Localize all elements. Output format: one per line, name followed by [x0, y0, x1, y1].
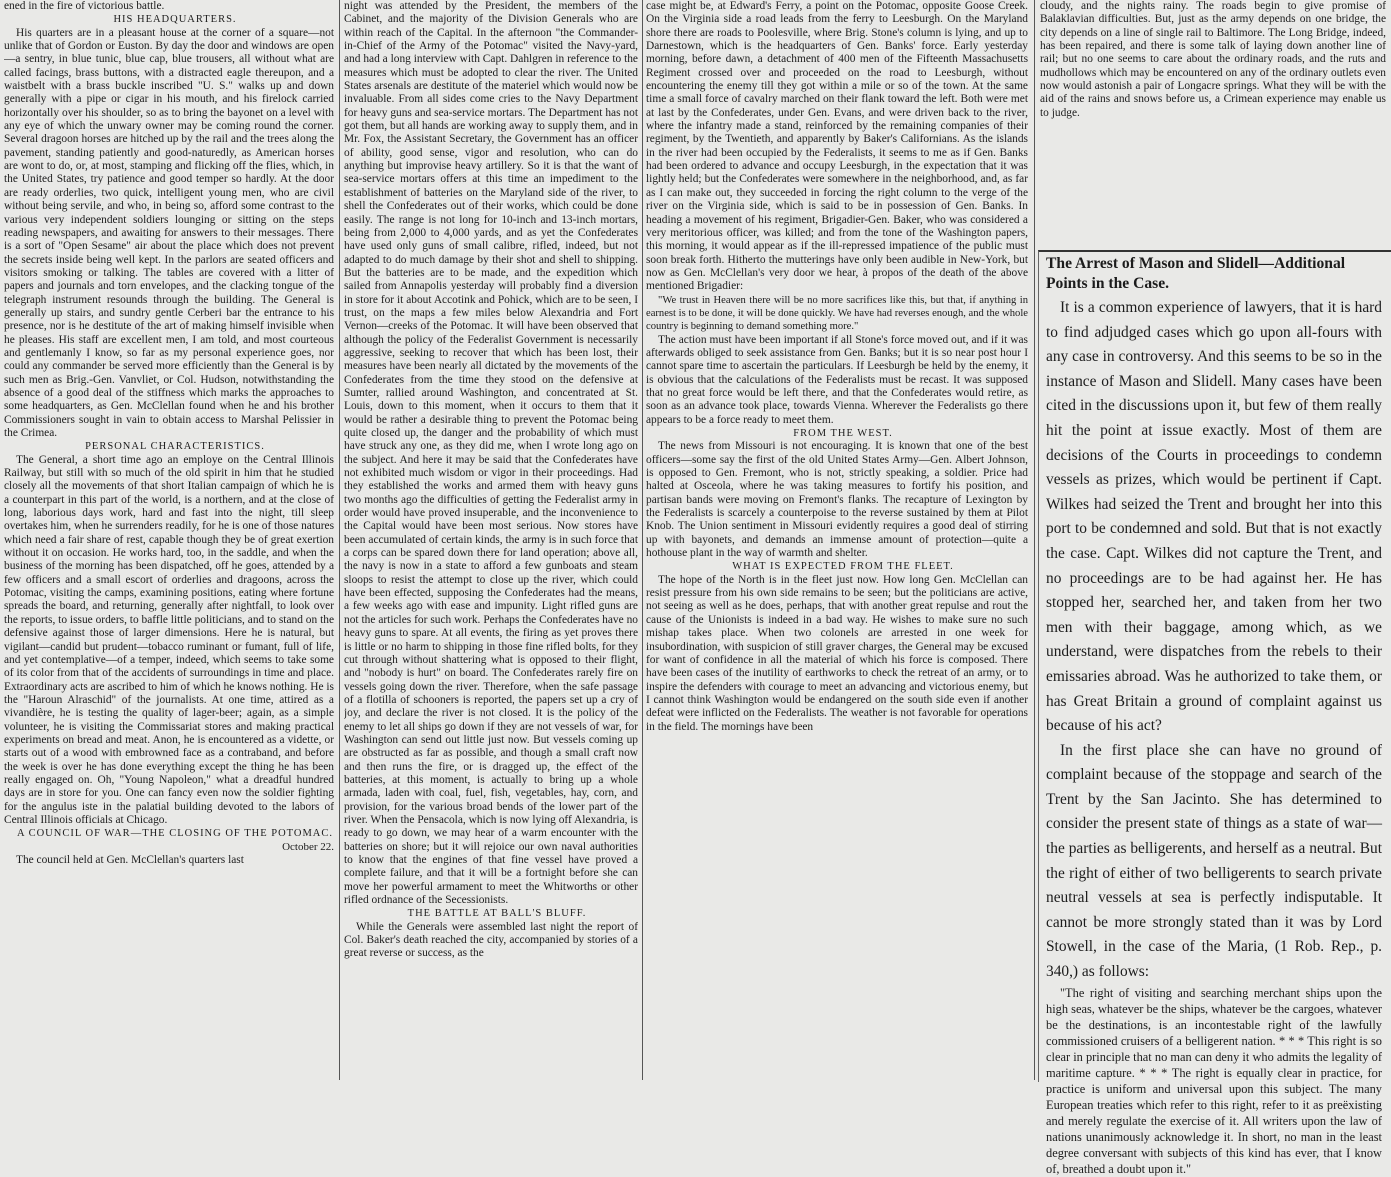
section-heading: PERSONAL CHARACTERISTICS. — [85, 441, 265, 453]
paragraph: His quarters are in a pleasant house at the corner of a square—not unlike that of Gordon or Euston. By day the door and windows are open—a sentry, in blue tunic, blue cap, blue trousers, all without what are called facings, brass buttons, with a distracted eagle thereupon, and a waistbelt with a brass buckle inscribed "U. S." walks up and down generally with a pipe or cigar in his mouth, and his firelock carried horizontally over his shoulder, so as to bring the bayonet on a level with any eye of which the unwary owner may be coming round the corner. Several dragoon horses are hitched up by the rail and the trees along the pavement, standing patiently and good-naturedly, as American horses are wont to do, or, at most, stamping and flicking off the flies, which, in the United States, try patience and good temper so hardly. At the door are ready orderlies, two quick, intelligent young men, who are civil without being servile, and who, in being so, afford some contrast to the various very independent soldiers lounging or sitting on the steps reading newspapers, and awaiting for answers to their messages. There is a sort of "Open Sesame" air about the place which does not prevent the secrets inside being well kept. In the parlors are seated officers and visitors smoking or talking. The tables are covered with a litter of papers and journals and torn envelopes, and the clacking tongue of the telegraph instrument resounds through the building. The General is generally up stairs, and sundry gentle Cerberi bar the entrance to his presence, nor is he destitute of the art of making himself invisible when he pleases. His staff are excellent men, I am told, and most courteous and gentlemanly I know, so far as my personal experience goes, nor could any commander be served more efficiently than the General is by such men as Brig.-Gen. Vanvliet, or Col. Hudson, notwithstanding the absence of a good deal of the stiffness which marks the approaches to some headquarters, as Gen. McClellan found when he and his brother Commissioners sought in vain to obtain access to Marshal Pelissier in the Crimea. — [4, 26, 334, 439]
section-heading: A COUNCIL OF WAR—THE CLOSING OF THE POTOMAC. — [16, 828, 334, 840]
paragraph: ened in the fire of victorious battle. — [4, 0, 165, 12]
section-heading: THE BATTLE AT BALL'S BLUFF. — [407, 908, 587, 920]
paragraph: night was attended by the President, the members of the Cabinet, and the majority of the Division Generals who are within reach of the Capital. In the afternoon "the Commander-in-Chief of the Army of the Potomac" visited the Navy-yard, and had a long interview with Capt. Dahlgren in reference to the measures which must be adopted to clear the river. The United States arsenals are destitute of the materiel which would now be invaluable. From all sides come cries to the Navy Department for heavy guns and sea-service mortars. The Department has not got them, but all hands are working away to supply them, and in Mr. Fox, the Assistant Secretary, the Government has an officer of ability, good sense, vigor and resolution, who can do anything but improvise heavy artillery. So it is that the want of sea-service mortars offers at this time an impediment to the establishment of batteries on the Maryland side of the river, to shell the Confederates out of their works, which could be done easily. The range is not long for 10-inch and 13-inch mortars, being from 2,000 to 4,000 yards, and as yet the Confederates have used only guns of small calibre, rifled, indeed, but not adapted to do much damage by their shot and shell to shipping. But the batteries are to be made, and the expedition which sailed from Annapolis yesterday will probably find a diversion in store for it about Accotink and Pohick, which are to be seen, I trust, on the maps a few miles below Alexandria and Fort Vernon—creeks of the Potomac. It will have been observed that although the policy of the Federalist Government is necessarily aggressive, seeking to recover that which has been lost, their measures have been nearly all dictated by the movements of the Confederates from the time they stood on the defensive at Sumter, rallied around Washington, and concentrated at St. Louis, down to this moment, when it occurs to them that it would be rather a desirable thing to prevent the Potomac being quite closed up, the danger and the probability of which must have struck any one, as they did me, when I wrote long ago on the subject. And here it may be said that the Confederates have not exhibited much wisdom or vigor in their proceedings. Had they established the works and armed them with heavy guns two months ago the difficulties of getting the Federalist army in order would have proved insuperable, and the inconvenience to the Capital would have been most serious. Now stores have been accumulated of certain kinds, the army is in such force that a corps can be spared down there for land operation; above all, the navy is now in a state to afford a few gunboats and steam sloops to resist the attempt to close up the river, which could have been effected, supposing the Confederates had the means, a few weeks ago with ease and impunity. Light rifled guns are not the articles for such work. Perhaps the Confederates have no heavy guns to spare. At all events, the firing as yet proves there is little or no harm to shipping in those fine rifled bolts, for they cut through without shattering what is opposed to their flight, and "nobody is hurt" on board. The Confederates rarely fire on vessels going down the river. Therefore, when the safe passage of a flotilla of schooners is reported, the papers set up a cry of joy, and declare the river is not closed. It is the policy of the enemy to let all ships go down if they are not vessels of war, for Washington can send out little just now. But vessels coming up are obstructed as far as possible, and though a small craft now and then runs the fire, or is dragged up, the effect of the batteries, at this moment, is actually to bring up a whole armada, laden with coal, fuel, fish, vegetables, hay, corn, and provision, for the various broad bends of the lower part of the river. When the Pensacola, which is now lying off Alexandria, is ready to go down, we may hear of a warm encounter with the batteries on shore; but it will rejoice our own naval authorities to know that the engines of that fine vessel have proved a complete failure, and that it will be a fortnight before she can move her powerful armament to meet the Whitworths or other rifled ordnance of the Secessionists. — [344, 0, 638, 907]
section-heading: HIS HEADQUARTERS. — [113, 14, 237, 26]
section-heading: FROM THE WEST. — [793, 428, 893, 439]
paragraph: The council held at Gen. McClellan's quarters last — [16, 854, 244, 866]
dateline: October 22. — [282, 840, 334, 853]
paragraph: cloudy, and the nights rainy. The roads begin to give promise of Balaklavian difficulties. But, just as the army depends on one bridge, the city depends on a line of single rail to Baltimore. The Long Bridge, indeed, has been repaired, and there is some talk of laying down another line of rail; but no one seems to care about the ordinary roads, and the ruts and mudhollows which may be encountered on any of the ordinary outlets even now would astonish a pair of Longacre springs. What they will be with the aid of the rains and snows before us, a Crimean experience may enable us to judge. — [1040, 0, 1386, 119]
paragraph: The news from Missouri is not encouraging. It is known that one of the best officers—some say the first of the old United States Army—Gen. Albert Johnson, is opposed to Gen. Fremont, who is not, strictly speaking, a soldier. Price had halted at Osceola, where he was taking measures to fortify his position, and partisan bands were moving on Fremont's flanks. The recapture of Lexington by the Federalists is scarcely a counterpoise to the reverse sustained by them at Pilot Knob. The Union sentiment in Missouri evidently requires a good deal of stirring up with bayonets, and demands an immense amount of protection—quite a hothouse plant in the way of warmth and shelter. — [646, 440, 1028, 560]
article-title: The Arrest of Mason and Slidell—Additional Points in the Case. — [1046, 255, 1346, 292]
column-1 — [4, 0, 334, 1080]
column-4 — [1040, 0, 1386, 245]
column-rule — [642, 0, 643, 1080]
editorial-article — [1046, 254, 1382, 1177]
paragraph: The hope of the North is in the fleet just now. How long Gen. McClellan can resist pressure from his own side remains to be seen; but the politicians are active, not seeing as well as he does, perhaps, that with another great repulse and rout the cause of the Unionists is indeed in a bad way. He wishes to make sure no such mishap takes place. When two colonels are arrested in one week for insubordination, with suspicion of still graver charges, the General may be excused for want of confidence in all the material of which his force is composed. There have been cases of the inutility of earthworks to check the retreat of an army, or to inspire the defenders with courage to meet an advancing and victorious enemy, but I cannot think Washington would be endangered on the south side even if another defeat were inflicted on the Federalists. The weather is not favorable for operations in the field. The mornings have been — [646, 573, 1028, 733]
paragraph: case might be, at Edward's Ferry, a point on the Potomac, opposite Goose Creek. On the Virginia side a road leads from the ferry to Leesburgh. On the Maryland shore there are roads to Poolesville, where Brig. Stone's column is lying, and up to Darnestown, which is the headquarters of Gen. Banks' force. Early yesterday morning, before dawn, a detachment of 400 men of the Fifteenth Massachusetts Regiment crossed over and proceeded on the road to Leesburgh, without encountering the enemy till they got within a mile or so of the town. At the same time a small force of cavalry marched on their flank toward the left. Both were met at last by the Confederates, under Gen. Evans, and were driven back to the river, where the infantry made a stand, reinforced by the remaining companies of their regiment, by the Twentieth, and apparently by Baker's Californians. As the islands in the river had been occupied by the Federalists, it seems to me as if Gen. Banks had been ordered to advance and occupy Leesburgh, in the expectation that it was lightly held; but the Confederates were somewhere in the neighborhood, and, as far as I can make out, they succeeded in forcing the right column to the verge of the river on the Virginia side, which is said to be in possession of Gen. Banks. In heading a movement of his regiment, Brigadier-Gen. Baker, who was considered a very meritorious officer, was killed; and from the tone of the Washington papers, this morning, it would appear as if the ill-repressed impatience of the public must soon break forth. Hitherto the mutterings have only been audible in New-York, but now as Gen. McClellan's very door we hear, à propos of the death of the above mentioned Brigadier: — [646, 0, 1028, 293]
column-rule — [1034, 0, 1035, 1080]
paragraph: In the first place she can have no ground of complaint because of the stoppage and search of the Trent by the San Jacinto. She has determined to consider the present state of things as a state of war—the parties as belligerents, and herself as a neutral. But the right of either of two belligerents to search private neutral vessels at sea is perfectly indisputable. It cannot be more strongly stated than it was by Lord Stowell, in the case of the Maria, (1 Rob. Rep., p. 340,) as follows: — [1046, 741, 1382, 981]
quotation: "We trust in Heaven there will be no more sacrifices like this, but that, if anything in earnest is to be done, it will be done quickly. We have had reverses enough, and the whole country is beginning to demand something more." — [646, 294, 1028, 333]
column-2 — [344, 0, 638, 1080]
paragraph: The action must have been important if all Stone's force moved out, and if it was afterwards obliged to seek assistance from Gen. Banks; but it is so near post hour I cannot spare time to ascertain the particulars. If Leesburgh be held by the enemy, it is obvious that the calculations of the Federalists must be recast. It was supposed that no great force would be left there, and that the Confederates would retire, as soon as an advance took place, towards Vienna. Wherever the Federalists go there appears to be a force ready to meet them. — [646, 333, 1028, 426]
paragraph: The General, a short time ago an employe on the Central Illinois Railway, but still with so much of the old spirit in him that he studied closely all the movements of that short Italian campaign of which he is a counterpart in this part of the world, is a northern, and at the close of long, laborious days work, hard and fast into the night, till sleep overtakes him, when he surrenders readily, for he is one of those natures which need a fair share of rest, capable though they be of great exertion without it on occasion. He works hard, too, in the saddle, and when the business of the morning has been dispatched, off he goes, attended by a few officers and a small escort of orderlies and dragoons, across the Potomac, visiting the camps, examining positions, eating where fortune spreads the board, and returning, generally after nightfall, to look over the reports, to issue orders, to baffle little politicians, and to stand on the defensive against those of larger dimensions. Here he is natural, but vigilant—candid but prudent—tobacco ruminant or fumant, full of life, and yet contemplative—of a temper, indeed, which seems to take some of its color from that of the accidents of surroundings in time and place. Extraordinary acts are ascribed to him of which he knows nothing. He is the "Haroun Alraschid" of the journalists. At one time, attired as a vivandière, he is testing the quality of lager-beer; again, as a simple volunteer, he is visiting the Commissariat stores and making practical experiments on bread and meat. Anon, he is encountered as a vidette, or starts out of a wood with embrowned face as a contraband, and before the week is over he has done everything except the thing he has been really engaged on. Oh, "Young Napoleon," what a dreadful hundred days are in store for you. One can fancy even now the soldier fighting for the angulus iste in the palatial building devoted to the labors of Central Illinois officials at Chicago. — [4, 453, 334, 826]
column-rule — [339, 0, 340, 1080]
quotation: "The right of visiting and searching merchant ships upon the high seas, whatever be the ships, whatever be the cargoes, whatever be the destinations, is an incontestable right of the lawfully commissioned cruisers of a belligerent nation. * * * This right is so clear in principle that no man can deny it who admits the legality of maritime capture. * * * The right is equally clear in practice, for practice is uniform and universal upon this subject. The many European treaties which refer to this right, refer to it as preëxisting and merely regulate the exercise of it. All writers upon the law of nations unanimously acknowledge it. In short, no man in the least degree conversant with subjects of this kind has ever, that I know of, breathed a doubt upon it." — [1046, 985, 1382, 1176]
paragraph: While the Generals were assembled last night the report of Col. Baker's death reached the city, accompanied by stories of a great reverse or success, as the — [344, 920, 638, 960]
paragraph: It is a common experience of lawyers, that it is hard to find adjudged cases which go upon all-fours with any case in controversy. And this seems to be so in the instance of Mason and Slidell. Many cases have been cited in the discussions upon it, but few of them really hit the point at issue exactly. Most of them are decisions of the Courts in proceedings to condemn vessels as prizes, which would be pertinent if Capt. Wilkes had seized the Trent and brought her into this port to be condemned and sold. But that is not exactly the case. Capt. Wilkes did not capture the Trent, and no proceedings are to be had against her. He has stopped her, searched her, and taken from her two men with their baggage, among which, as we understand, were dispatches from the rebels to their emissaries abroad. Was he authorized to take them, or has Great Britain a ground of complaint against us because of his act? — [1046, 299, 1382, 735]
section-heading: WHAT IS EXPECTED FROM THE FLEET. — [732, 561, 954, 573]
column-3 — [646, 0, 1028, 1080]
